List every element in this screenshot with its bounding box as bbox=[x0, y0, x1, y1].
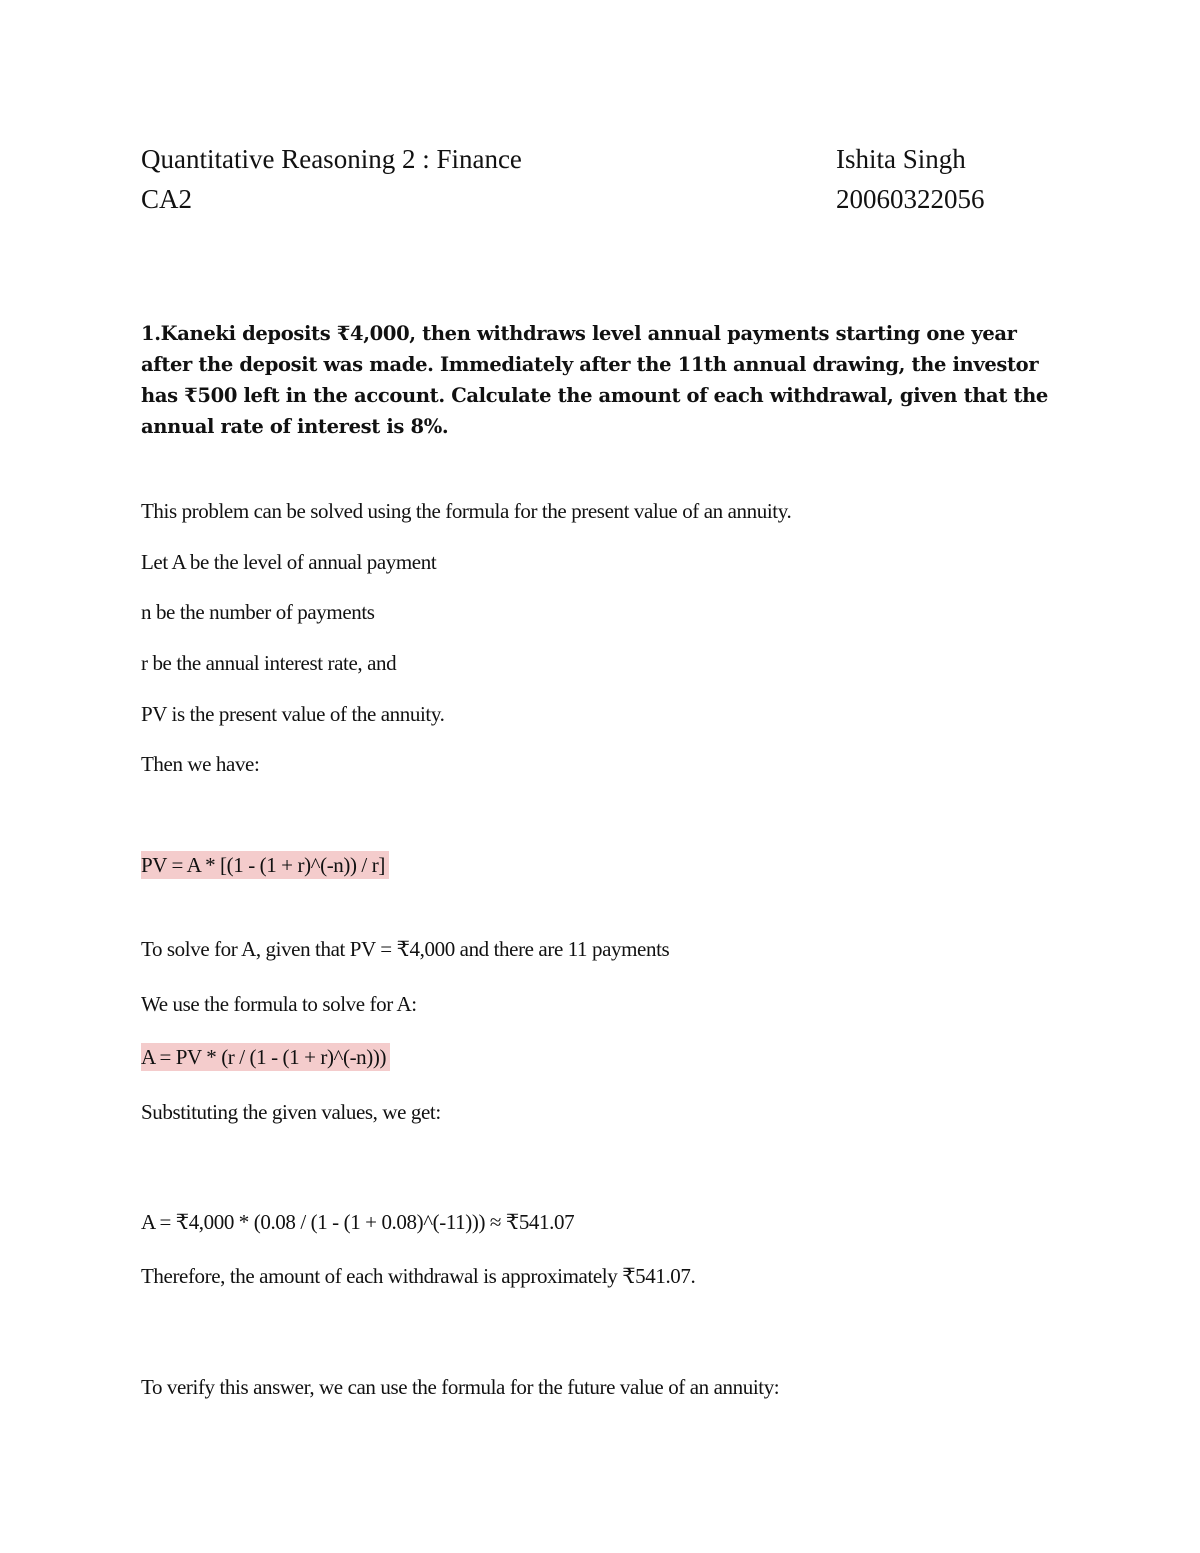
verify-line: To verify this answer, we can use the formula for the future value of an annuity: bbox=[141, 1375, 780, 1399]
calculation-line: A = ₹4,000 * (0.08 / (1 - (1 + 0.08)^(-11))) ≈ ₹541.07 bbox=[141, 1210, 575, 1234]
pv-formula-highlight: PV = A * [(1 - (1 + r)^(-n)) / r] bbox=[141, 851, 389, 879]
assignment-label: CA2 bbox=[141, 184, 193, 214]
student-id: 20060322056 bbox=[836, 184, 985, 214]
definition-n: n be the number of payments bbox=[141, 600, 375, 624]
a-formula-highlight: A = PV * (r / (1 - (1 + r)^(-n))) bbox=[141, 1043, 390, 1071]
solve-for-a: To solve for A, given that PV = ₹4,000 and there are 11 payments bbox=[141, 937, 670, 961]
a-formula bbox=[141, 1043, 390, 1071]
definition-r: r be the annual interest rate, and bbox=[141, 651, 397, 675]
student-name: Ishita Singh bbox=[836, 144, 966, 174]
pv-formula bbox=[141, 851, 389, 879]
conclusion-line: Therefore, the amount of each withdrawal is approximately ₹541.07. bbox=[141, 1264, 696, 1288]
use-formula: We use the formula to solve for A: bbox=[141, 992, 417, 1016]
course-title: Quantitative Reasoning 2 : Finance bbox=[141, 144, 522, 174]
intro-paragraph: This problem can be solved using the formula for the present value of an annuity. bbox=[141, 499, 792, 523]
substituting-line: Substituting the given values, we get: bbox=[141, 1100, 441, 1124]
definition-pv: PV is the present value of the annuity. bbox=[141, 702, 445, 726]
header-left bbox=[141, 139, 522, 219]
definition-a: Let A be the level of annual payment bbox=[141, 550, 437, 574]
question-text: 1.Kaneki deposits ₹4,000, then withdraws level annual payments starting one year after the deposit was made. Immediately after the 11th annual drawing, the investor has ₹500 left in the account. Calculate the amount of each withdrawal, given that the annual rate of interest is 8%. bbox=[141, 322, 1048, 438]
header-right bbox=[836, 139, 985, 219]
then-we-have: Then we have: bbox=[141, 752, 260, 776]
